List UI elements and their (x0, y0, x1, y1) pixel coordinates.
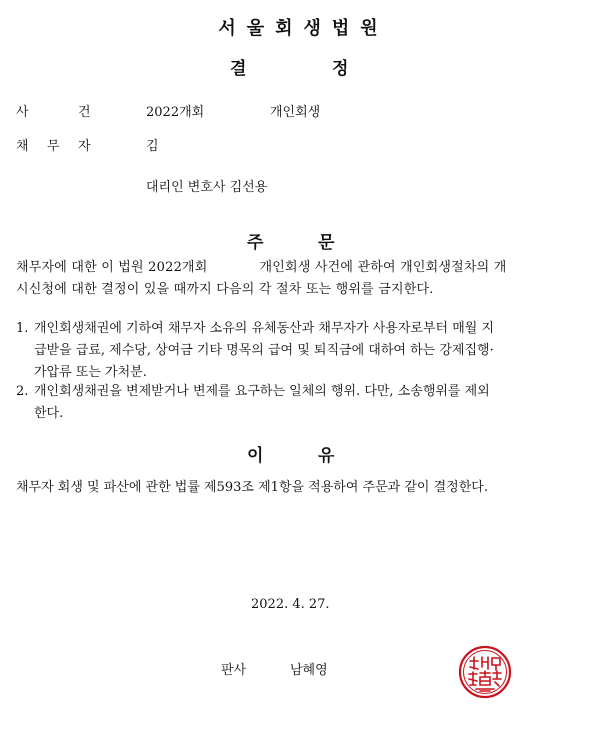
decision-date: 2022. 4. 27. (251, 597, 330, 612)
judge-title: 판사 (221, 663, 247, 678)
debtor-label-char-2: 무 (47, 139, 60, 154)
order-intro-line-2: 시신청에 대한 결정이 있을 때까지 다음의 각 절차 또는 행위를 금지한다. (16, 282, 434, 297)
court-seal-icon (458, 645, 512, 699)
doc-type-char-1: 결 (230, 59, 247, 79)
debtor-name: 김 (146, 139, 159, 154)
reason-text: 채무자 회생 및 파산에 관한 법률 제593조 제1항을 적용하여 주문과 같이 결정한다. (16, 480, 488, 495)
order-item-line: 개인회생채권을 변제받거나 변제를 요구하는 일체의 행위. 다만, 소송행위를 제외 (34, 384, 490, 399)
judge-name: 남혜영 (290, 663, 328, 678)
order-item-line: 급받을 급료, 제수당, 상여금 기타 명목의 급여 및 퇴직금에 대하여 하는 강제집행· (34, 343, 494, 358)
order-heading-char-1: 주 (247, 233, 264, 253)
reason-heading-char-2: 유 (318, 446, 335, 466)
order-item-line: 가압류 또는 가처분. (34, 365, 147, 380)
debtor-label-char-3: 자 (78, 139, 91, 154)
reason-heading-char-1: 이 (247, 446, 264, 466)
case-label-char-2: 건 (78, 105, 91, 120)
order-intro-line-1: 채무자에 대한 이 법원 2022개회 개인회생 사건에 관하여 개인회생절차의 개 (16, 260, 507, 275)
debtor-label-char-1: 채 (16, 139, 29, 154)
case-label-char-1: 사 (16, 105, 29, 120)
order-item-number: 1. (16, 321, 29, 336)
order-item-number: 2. (16, 384, 29, 399)
case-type: 개인회생 (270, 105, 321, 120)
case-number: 2022개회 (146, 105, 205, 120)
order-heading (0, 228, 607, 254)
doc-type-char-2: 정 (332, 59, 349, 79)
order-heading-char-2: 문 (318, 233, 335, 253)
order-item-text (34, 381, 574, 425)
doc-type-heading (0, 54, 607, 80)
debtor-agent: 대리인 변호사 김선용 (146, 180, 268, 195)
reason-heading (0, 441, 607, 467)
court-name: 서울회생법원 (218, 18, 389, 39)
order-item-line: 개인회생채권에 기하여 채무자 소유의 유체동산과 채무자가 사용자로부터 매월 지 (34, 321, 495, 336)
order-item-line: 한다. (34, 406, 64, 421)
order-intro (16, 257, 576, 301)
order-item-text (34, 318, 574, 384)
